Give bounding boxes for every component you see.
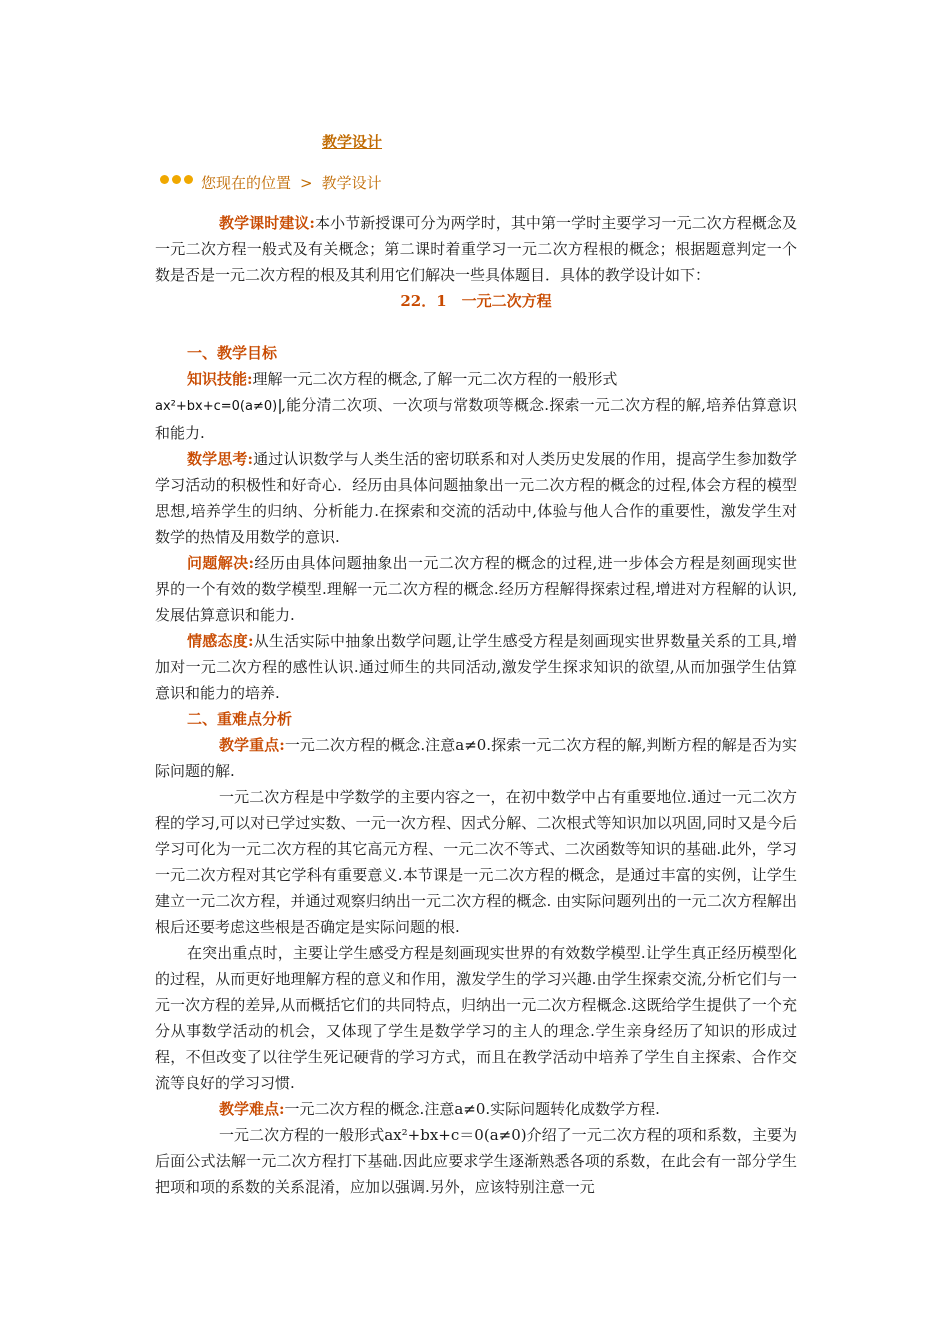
difficulty-text: 一元二次方程的概念.注意a≠0.实际问题转化成数学方程. [284,1100,660,1118]
difficulty-label: 教学难点: [219,1100,285,1118]
knowledge-text1: 理解一元二次方程的概念,了解一元二次方程的一般形式 [252,370,618,388]
key-detail-paragraph-2: 在突出重点时，主要让学生感受方程是刻画现实世界的有效数学模型.让学生真正经历模型化的过程，从而更好地理解方程的意义和作用，激发学生的学习兴趣.由学生探索交流,分析它们与一元一次方程的差异,从而概括它们的共同特点，归纳出一元二次方程概念.这既给学生提供了一个充分从事数学活动的机会，又体现了学生是数学学习的主人的理念.学生亲身经历了知识的形成过程，不但改变了以往学生死记硬背的学习方式，而且在教学活动中培养了学生自主探索、合作交流等良好的学习习惯. [155,944,797,1092]
breadcrumb-separator: > [300,173,313,192]
general-form-formula: ax²+bx+c=0(a≠0) [155,399,281,414]
breadcrumb-current[interactable]: 教学设计 [321,174,382,192]
problem-paragraph [155,550,797,628]
goals-heading: 一、教学目标 [187,344,278,362]
difficulty-detail-paragraph: 一元二次方程的一般形式ax²+bx+c＝0(a≠0)介绍了一元二次方程的项和系数，主要为后面公式法解一元二次方程打下基础.因此应要求学生逐渐熟悉各项的系数，在此会有一部分学生把项和项的系数的关系混淆，应加以强调.另外，应该特别注意一元 [155,1126,797,1196]
intro-label: 教学课时建议: [219,214,315,232]
key-point-paragraph [155,732,797,784]
attitude-label: 情感态度: [187,632,254,650]
knowledge-text2: ,能分清二次项、一次项与常数项等概念.探索一元二次方程的解,培养估算意识和能力. [155,396,797,442]
problem-label: 问题解决: [187,554,255,572]
breadcrumb [160,172,382,193]
page-title: 教学设计 [322,133,383,151]
thinking-paragraph [155,446,797,550]
section-title: 22．1 一元二次方程 [400,292,552,310]
problem-text: 经历由具体问题抽象出一元二次方程的概念的过程,进一步体会方程是刻画现实世界的一个有效的数学模型.理解一元二次方程的概念.经历方程解得探索过程,增进对方程解的认识,发展估算意识和能力. [155,554,797,624]
thinking-text: 通过认识数学与人类生活的密切联系和对人类历史发展的作用，提高学生参加数学学习活动的积极性和好奇心．经历由具体问题抽象出一元二次方程的概念的过程,体会方程的模型思想,培养学生的归纳、分析能力.在探索和交流的活动中,体验与他人合作的重要性，激发学生对数学的热情及用数学的意识. [155,450,797,546]
dots-icon [160,175,193,184]
knowledge-label: 知识技能: [187,370,253,388]
key-detail-paragraph-1: 一元二次方程是中学数学的主要内容之一，在初中数学中占有重要地位.通过一元二次方程的学习,可以对已学过实数、一元一次方程、因式分解、二次根式等知识加以巩固,同时又是今后学习可化为一元二次方程的其它高元方程、一元二次不等式、二次函数等知识的基础.此外，学习一元二次方程对其它学科有重要意义.本节课是一元二次方程的概念，是通过丰富的实例，让学生建立一元二次方程，并通过观察归纳出一元二次方程的概念. 由实际问题列出的一元二次方程解出根后还要考虑这些根是否确定是实际问题的根. [155,788,797,936]
intro-paragraph [155,210,797,288]
knowledge-paragraph [155,366,797,446]
attitude-paragraph [155,628,797,706]
breadcrumb-prefix: 您现在的位置 [201,174,292,192]
attitude-text: 从生活实际中抽象出数学问题,让学生感受方程是刻画现实世界数量关系的工具,增加对一元二次方程的感性认识.通过师生的共同活动,激发学生探求知识的欲望,从而加强学生估算意识和能力的培养. [155,632,797,702]
key-point-text: 一元二次方程的概念.注意a≠0.探索一元二次方程的解,判断方程的解是否为实际问题的解. [155,736,797,780]
thinking-label: 数学思考: [187,450,253,468]
intro-text: 本小节新授课可分为两学时，其中第一学时主要学习一元二次方程概念及一元二次方程一般式及有关概念；第二课时着重学习一元二次方程根的概念；根据题意判定一个数是否是一元二次方程的根及其利用它们解决一些具体题目．具体的教学设计如下： [155,214,797,284]
article-body [155,210,797,1200]
analysis-heading: 二、重难点分析 [187,710,293,728]
key-point-label: 教学重点: [219,736,285,754]
difficulty-paragraph [155,1096,797,1122]
